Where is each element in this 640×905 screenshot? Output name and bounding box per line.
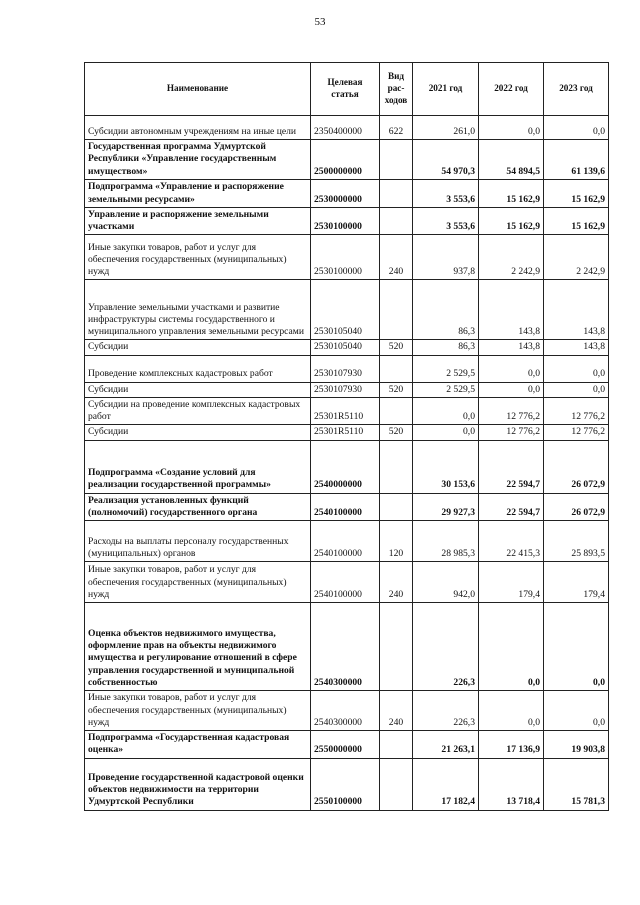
row-code-cell: 2500000000 <box>311 140 380 180</box>
row-kind-cell <box>380 397 413 425</box>
row-name-cell: Субсидии <box>85 382 311 397</box>
row-2023-cell: 0,0 <box>544 116 609 140</box>
row-2022-cell: 2 242,9 <box>479 235 544 280</box>
row-2022-cell: 54 894,5 <box>479 140 544 180</box>
row-name-cell: Субсидии <box>85 340 311 355</box>
row-kind-cell: 520 <box>380 382 413 397</box>
row-kind-cell <box>380 280 413 340</box>
row-2022-cell: 0,0 <box>479 603 544 691</box>
page-number: 53 <box>314 16 326 28</box>
row-name-cell: Подпрограмма «Создание условий для реализации государственной программы» <box>85 440 311 493</box>
row-2022-cell: 0,0 <box>479 691 544 731</box>
row-code-cell: 2540100000 <box>311 521 380 562</box>
row-2021-cell: 942,0 <box>413 562 479 603</box>
row-name-cell: Проведение государственной кадастровой оценки объектов недвижимости на территории Удмуртской Республики <box>85 758 311 810</box>
table-row <box>85 440 609 493</box>
row-2022-cell: 22 594,7 <box>479 440 544 493</box>
row-code-cell: 2350400000 <box>311 116 380 140</box>
table-header-row <box>85 63 609 116</box>
row-2022-cell: 17 136,9 <box>479 731 544 759</box>
row-2023-cell: 0,0 <box>544 603 609 691</box>
row-2022-cell: 0,0 <box>479 116 544 140</box>
row-kind-cell: 622 <box>380 116 413 140</box>
row-2023-cell: 26 072,9 <box>544 493 609 521</box>
row-2023-cell: 143,8 <box>544 280 609 340</box>
row-2023-cell: 25 893,5 <box>544 521 609 562</box>
row-2021-cell: 86,3 <box>413 280 479 340</box>
budget-table <box>84 62 609 811</box>
row-2022-cell: 143,8 <box>479 280 544 340</box>
row-kind-cell <box>380 731 413 759</box>
row-2021-cell: 226,3 <box>413 603 479 691</box>
row-name-cell: Подпрограмма «Управление и распоряжение земельными ресурсами» <box>85 179 311 207</box>
table-row <box>85 355 609 382</box>
row-2021-cell: 3 553,6 <box>413 207 479 235</box>
table-row <box>85 562 609 603</box>
row-2022-cell: 22 415,3 <box>479 521 544 562</box>
row-2022-cell: 179,4 <box>479 562 544 603</box>
row-name-cell: Управление земельными участками и развитие инфраструктуры системы государственного и муниципального управления земельными ресурсами <box>85 280 311 340</box>
row-2021-cell: 54 970,3 <box>413 140 479 180</box>
row-2022-cell: 22 594,7 <box>479 493 544 521</box>
table-row <box>85 382 609 397</box>
row-code-cell: 2550000000 <box>311 731 380 759</box>
header-name: Наименование <box>85 63 311 116</box>
row-2021-cell: 937,8 <box>413 235 479 280</box>
row-2022-cell: 0,0 <box>479 382 544 397</box>
row-kind-cell: 240 <box>380 691 413 731</box>
row-2023-cell: 0,0 <box>544 691 609 731</box>
row-name-cell: Подпрограмма «Государственная кадастровая оценка» <box>85 731 311 759</box>
row-2023-cell: 15 162,9 <box>544 207 609 235</box>
header-code: Целевая статья <box>311 63 380 116</box>
row-2022-cell: 12 776,2 <box>479 397 544 425</box>
row-2021-cell: 226,3 <box>413 691 479 731</box>
row-kind-cell <box>380 758 413 810</box>
table-row <box>85 521 609 562</box>
row-2023-cell: 2 242,9 <box>544 235 609 280</box>
row-2021-cell: 86,3 <box>413 340 479 355</box>
row-kind-cell: 120 <box>380 521 413 562</box>
row-2021-cell: 3 553,6 <box>413 179 479 207</box>
row-2023-cell: 26 072,9 <box>544 440 609 493</box>
table-row <box>85 116 609 140</box>
table-row <box>85 603 609 691</box>
row-2021-cell: 0,0 <box>413 425 479 440</box>
table-row <box>85 758 609 810</box>
row-2023-cell: 12 776,2 <box>544 397 609 425</box>
row-2023-cell: 15 162,9 <box>544 179 609 207</box>
row-kind-cell: 240 <box>380 235 413 280</box>
row-kind-cell <box>380 355 413 382</box>
row-code-cell: 2530107930 <box>311 355 380 382</box>
table-row <box>85 140 609 180</box>
header-2021: 2021 год <box>413 63 479 116</box>
table-row <box>85 235 609 280</box>
table-row <box>85 207 609 235</box>
row-code-cell: 2540300000 <box>311 691 380 731</box>
row-2023-cell: 143,8 <box>544 340 609 355</box>
row-code-cell: 25301R5110 <box>311 425 380 440</box>
row-code-cell: 2530000000 <box>311 179 380 207</box>
table-row <box>85 691 609 731</box>
table-row <box>85 493 609 521</box>
row-kind-cell: 520 <box>380 340 413 355</box>
row-name-cell: Иные закупки товаров, работ и услуг для обеспечения государственных (муниципальных) нужд <box>85 235 311 280</box>
row-code-cell: 2540000000 <box>311 440 380 493</box>
header-kind: Вид рас-ходов <box>380 63 413 116</box>
row-2022-cell: 12 776,2 <box>479 425 544 440</box>
row-2021-cell: 17 182,4 <box>413 758 479 810</box>
table-row <box>85 280 609 340</box>
row-name-cell: Иные закупки товаров, работ и услуг для обеспечения государственных (муниципальных) нужд <box>85 562 311 603</box>
row-code-cell: 2540100000 <box>311 562 380 603</box>
row-kind-cell <box>380 207 413 235</box>
table-row <box>85 425 609 440</box>
row-code-cell: 2530100000 <box>311 207 380 235</box>
row-name-cell: Субсидии автономным учреждениям на иные цели <box>85 116 311 140</box>
row-2023-cell: 179,4 <box>544 562 609 603</box>
row-code-cell: 2540300000 <box>311 603 380 691</box>
row-name-cell: Расходы на выплаты персоналу государственных (муниципальных) органов <box>85 521 311 562</box>
row-2022-cell: 13 718,4 <box>479 758 544 810</box>
row-2021-cell: 21 263,1 <box>413 731 479 759</box>
row-2021-cell: 2 529,5 <box>413 382 479 397</box>
row-2021-cell: 261,0 <box>413 116 479 140</box>
row-2022-cell: 15 162,9 <box>479 179 544 207</box>
header-2023: 2023 год <box>544 63 609 116</box>
row-code-cell: 2530105040 <box>311 280 380 340</box>
row-2021-cell: 28 985,3 <box>413 521 479 562</box>
row-code-cell: 25301R5110 <box>311 397 380 425</box>
row-name-cell: Государственная программа Удмуртской Республики «Управление государственным имуществом» <box>85 140 311 180</box>
row-2023-cell: 0,0 <box>544 355 609 382</box>
row-code-cell: 2530105040 <box>311 340 380 355</box>
row-kind-cell <box>380 440 413 493</box>
row-2023-cell: 19 903,8 <box>544 731 609 759</box>
row-2021-cell: 0,0 <box>413 397 479 425</box>
row-name-cell: Реализация установленных функций (полномочий) государственного органа <box>85 493 311 521</box>
row-2022-cell: 143,8 <box>479 340 544 355</box>
row-2021-cell: 30 153,6 <box>413 440 479 493</box>
header-2022: 2022 год <box>479 63 544 116</box>
row-2023-cell: 0,0 <box>544 382 609 397</box>
row-code-cell: 2550100000 <box>311 758 380 810</box>
row-2023-cell: 15 781,3 <box>544 758 609 810</box>
row-name-cell: Управление и распоряжение земельными участками <box>85 207 311 235</box>
row-name-cell: Субсидии <box>85 425 311 440</box>
table-row <box>85 731 609 759</box>
row-name-cell: Субсидии на проведение комплексных кадастровых работ <box>85 397 311 425</box>
row-code-cell: 2540100000 <box>311 493 380 521</box>
row-2023-cell: 61 139,6 <box>544 140 609 180</box>
row-2022-cell: 0,0 <box>479 355 544 382</box>
row-2021-cell: 29 927,3 <box>413 493 479 521</box>
row-name-cell: Проведение комплексных кадастровых работ <box>85 355 311 382</box>
row-kind-cell: 520 <box>380 425 413 440</box>
row-name-cell: Иные закупки товаров, работ и услуг для обеспечения государственных (муниципальных) нужд <box>85 691 311 731</box>
row-kind-cell <box>380 179 413 207</box>
table-row <box>85 397 609 425</box>
row-kind-cell <box>380 140 413 180</box>
row-2022-cell: 15 162,9 <box>479 207 544 235</box>
table-row <box>85 179 609 207</box>
row-kind-cell <box>380 603 413 691</box>
row-name-cell: Оценка объектов недвижимого имущества, оформление прав на объекты недвижимого имущества и регулирование отношений в сфере управления государственной и муниципальной собственностью <box>85 603 311 691</box>
row-code-cell: 2530107930 <box>311 382 380 397</box>
table-row <box>85 340 609 355</box>
row-2021-cell: 2 529,5 <box>413 355 479 382</box>
row-kind-cell <box>380 493 413 521</box>
row-code-cell: 2530100000 <box>311 235 380 280</box>
row-2023-cell: 12 776,2 <box>544 425 609 440</box>
row-kind-cell: 240 <box>380 562 413 603</box>
